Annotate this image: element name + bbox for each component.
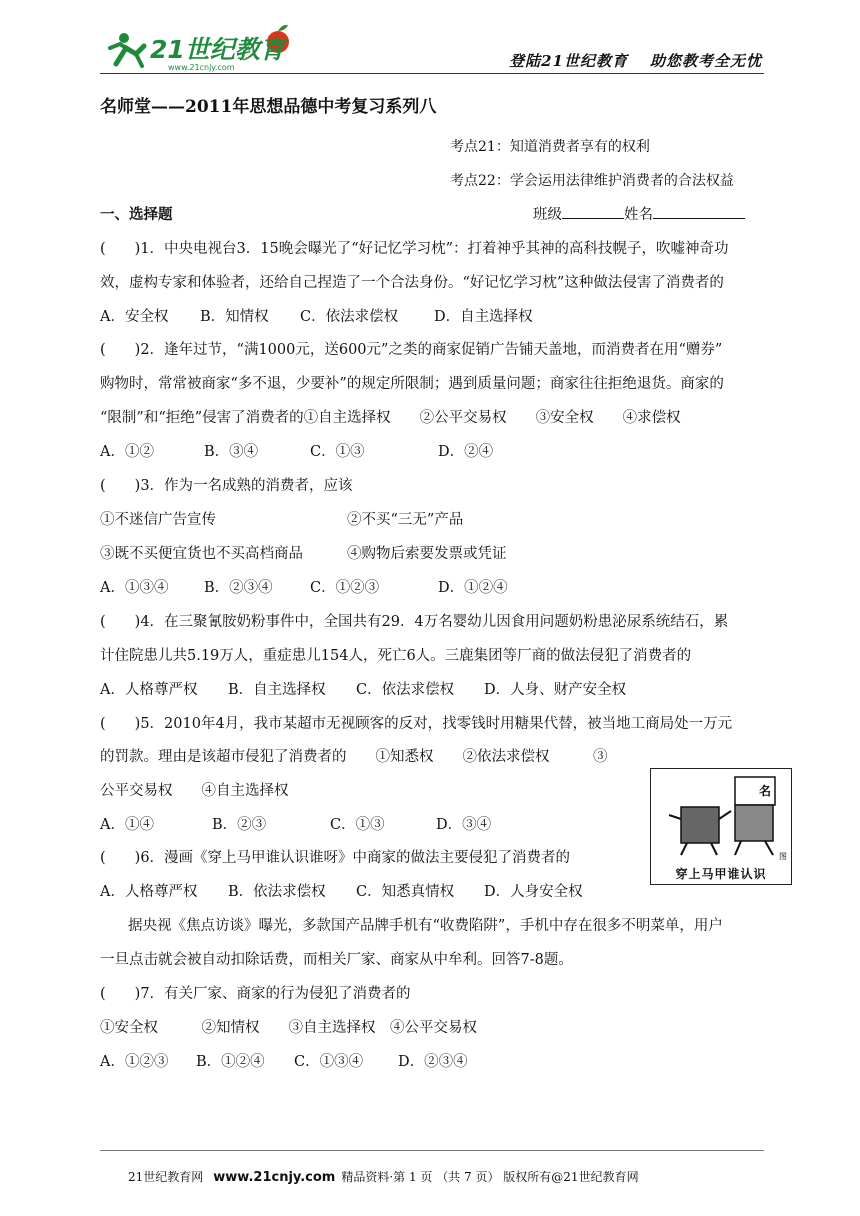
- logo-text: 21世纪教育: [150, 35, 285, 64]
- cartoon-image: [650, 768, 792, 885]
- logo-url: www.21cnjy.com: [168, 63, 235, 72]
- q6-options: [100, 880, 583, 901]
- page-footer: [128, 1168, 639, 1185]
- q7-option-b[interactable]: B．①②④: [196, 1054, 265, 1070]
- q5-option-d[interactable]: D．③④: [436, 817, 492, 833]
- class-blank[interactable]: [562, 203, 624, 219]
- q3-line-1: ( )3．作为一名成熟的消费者，应该: [100, 478, 353, 494]
- q1-option-c[interactable]: C．依法求偿权: [300, 309, 399, 325]
- q2-option-c[interactable]: C．①③: [310, 444, 365, 460]
- cartoon-corner-mark: 图: [779, 852, 787, 861]
- q2-line-3: “限制”和“拒绝”侵害了消费者的①自主选择权 ②公平交易权 ③安全权 ④求偿权: [100, 410, 681, 426]
- q7-options: [100, 1050, 468, 1071]
- q6-option-a[interactable]: A．人格尊严权: [100, 884, 198, 900]
- passage-line-1: 据央视《焦点访谈》曝光，多款国产品牌手机有“收费陷阱”，手机中存在很多不明菜单，用户: [128, 918, 723, 934]
- kaodian-22: 考点22：学会运用法律维护消费者的合法权益: [450, 173, 734, 189]
- header-divider: [100, 73, 764, 74]
- footer-divider: [100, 1150, 764, 1151]
- q5-line-3: 公平交易权 ④自主选择权: [100, 783, 289, 799]
- q7-line-2: ①安全权 ②知情权 ③自主选择权 ④公平交易权: [100, 1020, 477, 1036]
- class-name-fields: [533, 203, 745, 224]
- q6-option-d[interactable]: D．人身安全权: [484, 884, 583, 900]
- q4-option-d[interactable]: D．人身、财产安全权: [484, 682, 627, 698]
- q6-option-c[interactable]: C．知悉真情权: [356, 884, 455, 900]
- section-heading: 一、选择题: [100, 206, 173, 223]
- footer-url[interactable]: www.21cnjy.com: [213, 1170, 336, 1185]
- q2-option-d[interactable]: D．②④: [438, 444, 494, 460]
- q5-options: [100, 813, 491, 834]
- q6-option-b[interactable]: B．依法求偿权: [228, 884, 326, 900]
- q7-option-a[interactable]: A．①②③: [100, 1054, 169, 1070]
- slogan-left: 登陆21世纪教育: [509, 52, 628, 70]
- slogan-right: 助您教考全无忧: [649, 52, 762, 70]
- vest-figure-right: [735, 777, 775, 855]
- header-slogan: [487, 50, 762, 71]
- q5-option-b[interactable]: B．②③: [212, 817, 267, 833]
- name-label: 姓名: [624, 207, 653, 223]
- q1-options: [100, 305, 533, 326]
- passage-line-2: 一旦点击就会被自动扣除话费，而相关厂家、商家从中牟利。回答7-8题。: [100, 952, 573, 968]
- q7-option-c[interactable]: C．①③④: [294, 1054, 364, 1070]
- q5-line-1: ( )5．2010年4月，我市某超市无视顾客的反对，找零钱时用糖果代替，被当地工商局处一万元: [100, 716, 733, 732]
- runner-figure-icon: [110, 33, 144, 66]
- footer-page-info: 精品资料·第 1 页 （共 7 页） 版权所有@21世纪教育网: [341, 1170, 639, 1184]
- q1-line-2: 效，虚构专家和体验者，还给自己捏造了一个合法身份。“好记忆学习枕”这种做法侵害了消费者的: [100, 275, 724, 291]
- q6-line-1: ( )6．漫画《穿上马甲谁认识谁呀》中商家的做法主要侵犯了消费者的: [100, 850, 571, 866]
- page-title: 名师堂——2011年思想品德中考复习系列八: [100, 97, 437, 117]
- q3-item-3: ③既不买便宜货也不买高档商品: [100, 546, 303, 562]
- q7-line-1: ( )7．有关厂家、商家的行为侵犯了消费者的: [100, 986, 411, 1002]
- q4-option-b[interactable]: B．自主选择权: [228, 682, 326, 698]
- vest-figure-left: [669, 807, 731, 855]
- cartoon-illustration: [651, 769, 791, 864]
- class-label: 班级: [533, 207, 562, 223]
- q3-option-d[interactable]: D．①②④: [438, 580, 508, 596]
- q4-options: [100, 678, 626, 699]
- q4-option-c[interactable]: C．依法求偿权: [356, 682, 455, 698]
- q3-item-1: ①不迷信广告宣传: [100, 512, 216, 528]
- q4-line-1: ( )4．在三聚氰胺奶粉事件中，全国共有29．4万名婴幼儿因食用问题奶粉患泌尿系统结石，累: [100, 614, 729, 630]
- q1-option-a[interactable]: A．安全权: [100, 309, 169, 325]
- q3-item-4: ④购物后索要发票或凭证: [347, 546, 507, 562]
- q7-option-d[interactable]: D．②③④: [398, 1054, 468, 1070]
- q5-option-a[interactable]: A．①④: [100, 817, 154, 833]
- q1-option-d[interactable]: D．自主选择权: [434, 309, 533, 325]
- q5-option-c[interactable]: C．①③: [330, 817, 385, 833]
- kaodian-21: 考点21：知道消费者享有的权利: [450, 139, 650, 155]
- q2-option-a[interactable]: A．①②: [100, 444, 154, 460]
- q1-line-1: ( )1．中央电视台3．15晚会曝光了“好记忆学习枕”：打着神乎其神的高科技幌子，吹嘘神奇功: [100, 241, 729, 257]
- footer-site-name: 21世纪教育网: [128, 1170, 204, 1184]
- q3-option-c[interactable]: C．①②③: [310, 580, 380, 596]
- q4-line-2: 计住院患儿共5.19万人，重症患儿154人，死亡6人。三鹿集团等厂商的做法侵犯了消费者的: [100, 648, 692, 664]
- q3-option-b[interactable]: B．②③④: [204, 580, 273, 596]
- cartoon-caption: 穿上马甲谁认识: [675, 867, 767, 881]
- q3-item-2: ②不买“三无”产品: [347, 512, 464, 528]
- q2-line-1: ( )2．逢年过节，“满1000元，送600元”之类的商家促销广告铺天盖地，而消费者在用“赠券”: [100, 342, 723, 358]
- q2-option-b[interactable]: B．③④: [204, 444, 259, 460]
- q3-options: [100, 576, 508, 597]
- q4-option-a[interactable]: A．人格尊严权: [100, 682, 198, 698]
- site-logo[interactable]: [102, 18, 302, 74]
- q2-line-2: 购物时，常常被商家“多不退，少要补”的规定所限制；遇到质量问题；商家往往拒绝退货。商家的: [100, 376, 724, 392]
- q1-option-b[interactable]: B．知情权: [200, 309, 269, 325]
- q2-options: [100, 440, 493, 461]
- name-blank[interactable]: [653, 203, 745, 219]
- q3-option-a[interactable]: A．①③④: [100, 580, 169, 596]
- cartoon-sign-text: 名: [759, 784, 772, 798]
- q5-line-2: 的罚款。理由是该超市侵犯了消费者的 ①知悉权 ②依法求偿权 ③: [100, 749, 608, 765]
